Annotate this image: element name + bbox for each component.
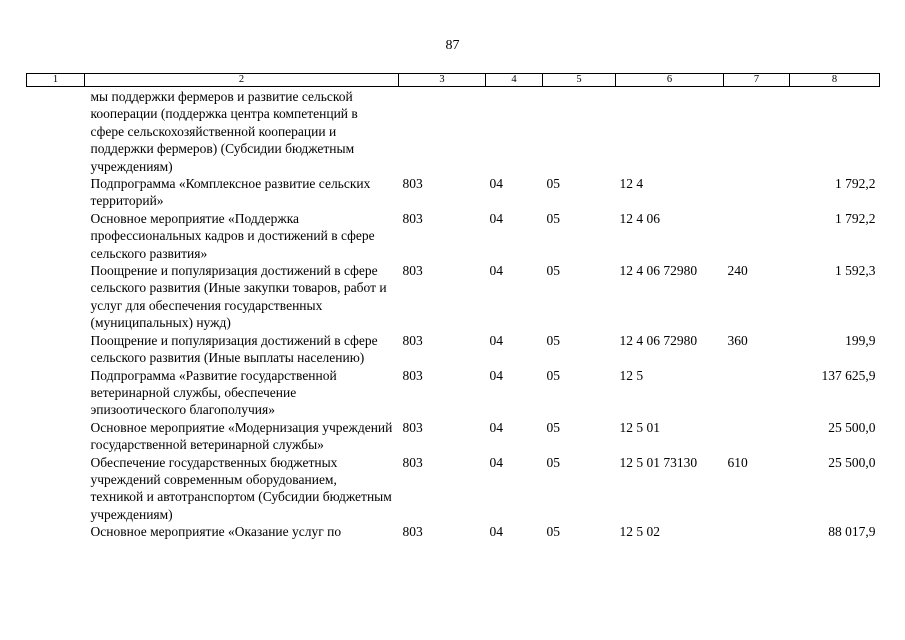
amount-cell: 1 792,2	[835, 176, 876, 192]
amount-cell: 1 592,3	[835, 263, 876, 279]
grbs-code-cell: 803	[402, 524, 423, 540]
grbs-code-cell: 803	[402, 367, 423, 383]
subsection-code-cell: 05	[546, 210, 560, 226]
row-name-cell: Основное мероприятие «Оказание услуг по	[90, 524, 342, 540]
section-code-cell: 04	[489, 332, 503, 348]
col1-cell	[27, 87, 85, 176]
row-name-cell: Основное мероприятие «Модернизация учреждений государственной ветеринарной службы»	[90, 419, 393, 453]
target-article-cell: 12 4	[619, 176, 644, 192]
subsection-code-cell	[543, 87, 616, 176]
expense-type-cell	[724, 175, 790, 210]
expense-type-cell	[724, 523, 790, 540]
target-article-cell	[616, 87, 724, 176]
table-row	[27, 419, 880, 454]
table-row	[27, 367, 880, 419]
target-article-cell: 12 5 01 73130	[619, 454, 698, 470]
target-article-cell: 12 5	[619, 367, 644, 383]
column-header: 1	[27, 74, 85, 87]
col1-cell	[27, 419, 85, 454]
target-article-cell: 12 5 02	[619, 524, 660, 540]
expense-type-cell	[724, 210, 790, 262]
amount-cell	[790, 87, 880, 176]
expense-type-cell	[724, 87, 790, 176]
expense-type-cell: 610	[727, 454, 748, 470]
grbs-code-cell: 803	[402, 332, 423, 348]
section-code-cell: 04	[489, 419, 503, 435]
subsection-code-cell: 05	[546, 332, 560, 348]
table-row	[27, 523, 880, 540]
column-header: 6	[616, 74, 724, 87]
target-article-cell: 12 4 06 72980	[619, 332, 698, 348]
section-code-cell	[486, 87, 543, 176]
subsection-code-cell: 05	[546, 367, 560, 383]
amount-cell: 1 792,2	[835, 210, 876, 226]
subsection-code-cell: 05	[546, 524, 560, 540]
col1-cell	[27, 454, 85, 524]
table-row	[27, 262, 880, 332]
column-header: 3	[399, 74, 486, 87]
row-name-cell: Подпрограмма «Комплексное развитие сельских территорий»	[90, 176, 371, 209]
grbs-code-cell: 803	[402, 454, 423, 470]
amount-cell: 25 500,0	[828, 454, 876, 470]
row-name-cell: мы поддержки фермеров и развитие сельской кооперации (поддержка центра компетенций в сфере сельскохозяйственной кооперации и поддержки фермеров) (Субсидии бюджетным учреждениям)	[90, 89, 358, 174]
table-row	[27, 332, 880, 367]
expense-type-cell: 240	[727, 263, 748, 279]
column-header: 7	[724, 74, 790, 87]
section-code-cell: 04	[489, 176, 503, 192]
subsection-code-cell: 05	[546, 176, 560, 192]
section-code-cell: 04	[489, 263, 503, 279]
expense-type-cell	[724, 419, 790, 454]
amount-cell: 199,9	[845, 332, 876, 348]
col1-cell	[27, 210, 85, 262]
table-row	[27, 210, 880, 262]
amount-cell: 137 625,9	[821, 367, 876, 383]
row-name-cell: Обеспечение государственных бюджетных учреждений современным оборудованием, техникой и автотранспортом (Субсидии бюджетным учреждениям)	[90, 454, 392, 522]
column-header: 5	[543, 74, 616, 87]
col1-cell	[27, 332, 85, 367]
grbs-code-cell	[399, 87, 486, 176]
target-article-cell: 12 4 06	[619, 210, 660, 226]
row-name-cell: Поощрение и популяризация достижений в сфере сельского развития (Иные выплаты населению)	[90, 332, 378, 366]
target-article-cell: 12 4 06 72980	[619, 263, 698, 279]
amount-cell: 25 500,0	[828, 419, 876, 435]
col1-cell	[27, 262, 85, 332]
table-row	[27, 87, 880, 176]
section-code-cell: 04	[489, 210, 503, 226]
col1-cell	[27, 367, 85, 419]
section-code-cell: 04	[489, 524, 503, 540]
expense-type-cell	[724, 367, 790, 419]
amount-cell: 88 017,9	[828, 524, 876, 540]
budget-table	[26, 73, 880, 541]
grbs-code-cell: 803	[402, 210, 423, 226]
header-row	[27, 74, 880, 87]
col1-cell	[27, 175, 85, 210]
table-row	[27, 454, 880, 524]
expense-type-cell: 360	[727, 332, 748, 348]
subsection-code-cell: 05	[546, 419, 560, 435]
subsection-code-cell: 05	[546, 263, 560, 279]
subsection-code-cell: 05	[546, 454, 560, 470]
section-code-cell: 04	[489, 367, 503, 383]
column-header: 8	[790, 74, 880, 87]
section-code-cell: 04	[489, 454, 503, 470]
row-name-cell: Поощрение и популяризация достижений в сфере сельского развития (Иные закупки товаров, работ и услуг для обеспечения государственных (муниципальных) нужд)	[90, 263, 387, 331]
row-name-cell: Основное мероприятие «Поддержка профессиональных кадров и достижений в сфере сельского развития»	[90, 210, 375, 261]
page-number: 87	[445, 38, 460, 53]
grbs-code-cell: 803	[402, 419, 423, 435]
row-name-cell: Подпрограмма «Развитие государственной ветеринарной службы, обеспечение эпизоотического благополучия»	[90, 367, 337, 418]
target-article-cell: 12 5 01	[619, 419, 660, 435]
table-row	[27, 175, 880, 210]
grbs-code-cell: 803	[402, 263, 423, 279]
column-header: 4	[486, 74, 543, 87]
column-header: 2	[85, 74, 399, 87]
grbs-code-cell: 803	[402, 176, 423, 192]
col1-cell	[27, 523, 85, 540]
